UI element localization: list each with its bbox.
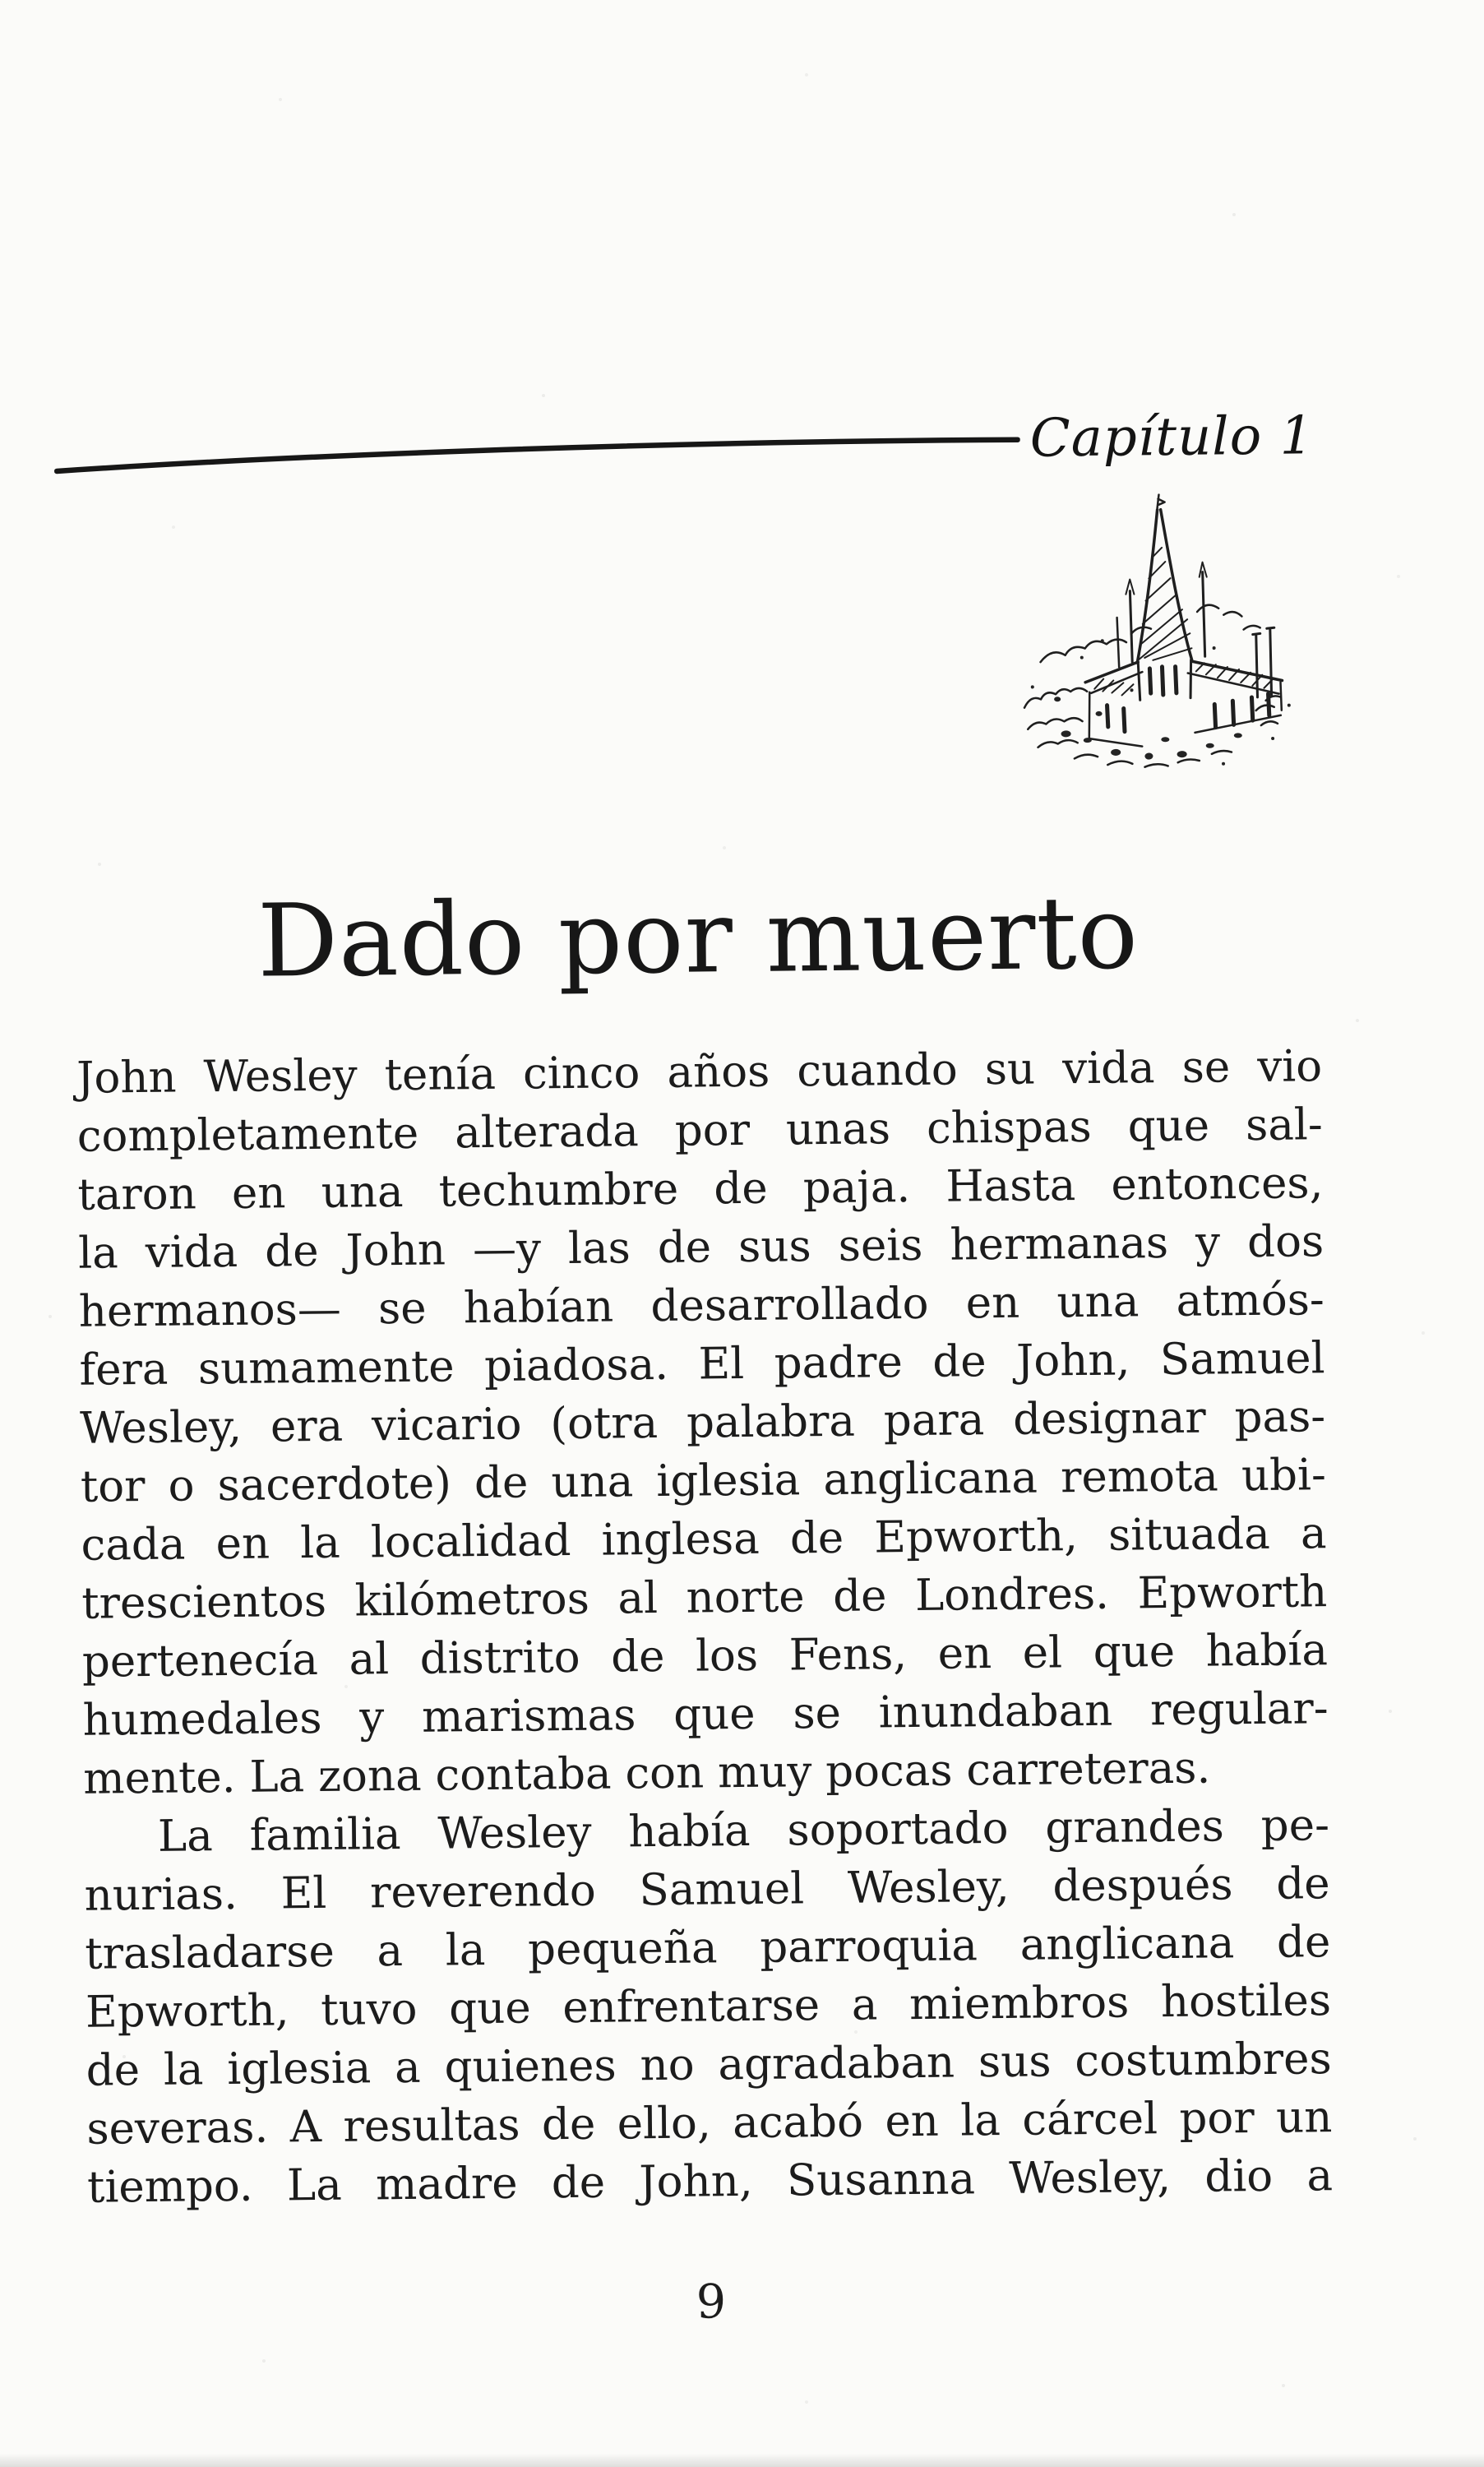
body-line: La familia Wesley había soportado grandes pe- [157, 1800, 1330, 1862]
body-line: cada en la localidad inglesa de Epworth, situada a [81, 1508, 1327, 1571]
page-number: 9 [696, 2275, 727, 2330]
body-line: severas. A resultas de ello, acabó en la cárcel por un [86, 2092, 1333, 2155]
body-line: humedales y marismas que se inundaban regular- [82, 1683, 1329, 1746]
chapter-title: Dado por muerto [257, 874, 1140, 1000]
body-line: de la iglesia a quienes no agradaban sus costumbres [86, 2034, 1332, 2096]
body-line: la vida de John —y las de sus seis hermanas y dos [77, 1216, 1325, 1279]
body-line: tor o sacerdote) de una iglesia anglicana remota ubi- [80, 1450, 1327, 1512]
body-line: trasladarse a la pequeña parroquia anglicana de [85, 1917, 1331, 1979]
body-line: nurias. El reverendo Samuel Wesley, después de [84, 1858, 1330, 1921]
body-line: Epworth, tuvo que enfrentarse a miembros hostiles [85, 1975, 1332, 2038]
body-line: Wesley, era vicario (otra palabra para designar pas- [79, 1391, 1326, 1454]
chapter-rule [54, 432, 1020, 479]
body-line: pertenecía al distrito de los Fens, en el que había [81, 1625, 1329, 1687]
body-line: hermanos— se habían desarrollado en una atmós- [78, 1275, 1325, 1337]
body-line: taron en una techumbre de paja. Hasta entonces, [77, 1158, 1324, 1220]
body-text [76, 1037, 1334, 2216]
body-line: fera sumamente piadosa. El padre de John, Samuel [79, 1333, 1325, 1395]
body-line: John Wesley tenía cinco años cuando su vida se vio [76, 1041, 1323, 1104]
chapter-label: Capítulo 1 [1029, 405, 1315, 470]
scan-speckles [0, 0, 2, 2]
body-line: mente. La zona contaba con muy pocas carreteras. [83, 1743, 1211, 1804]
church-illustration [1006, 489, 1297, 778]
body-line: completamente alterada por unas chispas que sal- [76, 1099, 1324, 1162]
body-line: trescientos kilómetros al norte de Londres. Epworth [81, 1567, 1328, 1629]
body-line: tiempo. La madre de John, Susanna Wesley, dio a [86, 2150, 1334, 2213]
